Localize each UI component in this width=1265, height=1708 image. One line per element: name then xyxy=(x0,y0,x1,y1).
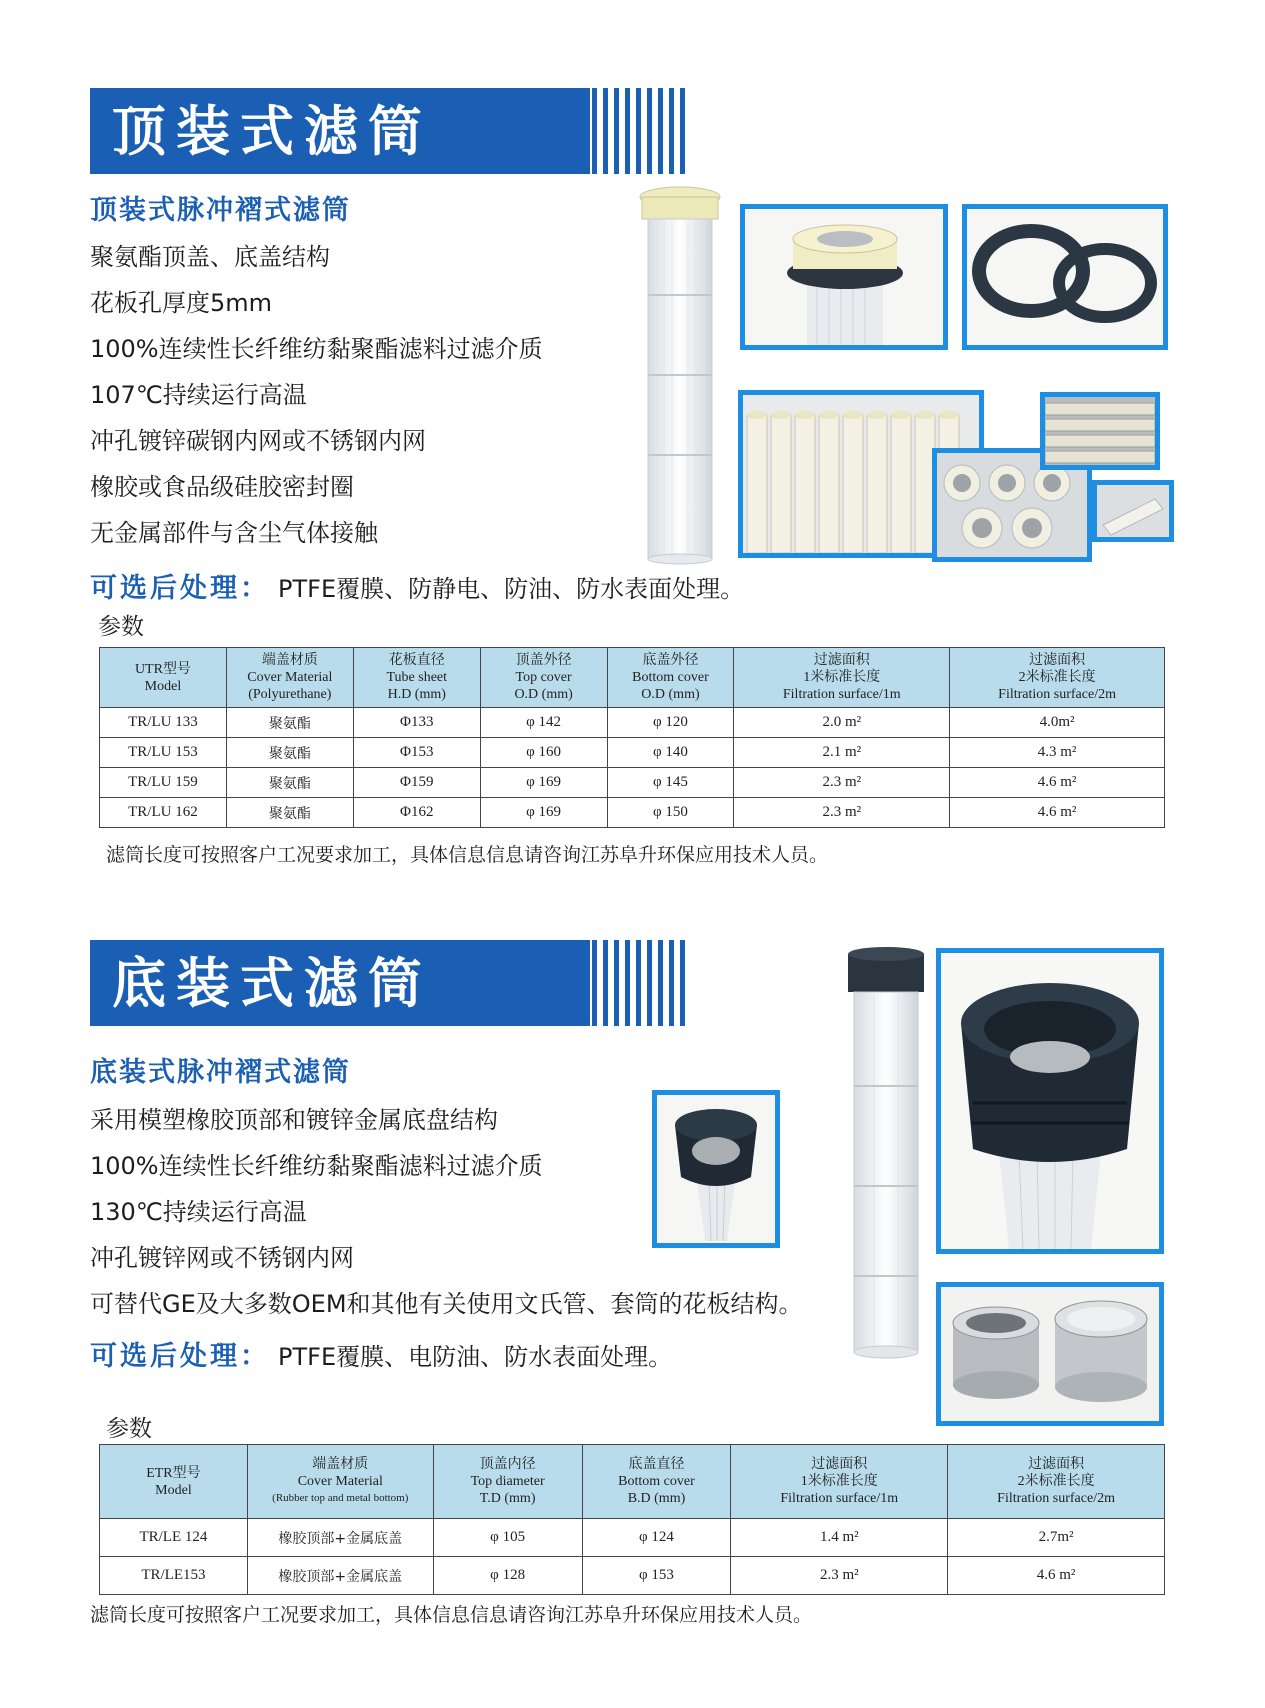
table-cell: φ 105 xyxy=(433,1519,582,1557)
table-cell: φ 140 xyxy=(607,738,734,768)
table-cell: 4.6 m² xyxy=(950,798,1165,828)
table-row xyxy=(100,738,1165,768)
table-cell: 聚氨酯 xyxy=(226,708,353,738)
section1-feature: 100%连续性长纤维纺黏聚酯滤料过滤介质 xyxy=(90,335,543,363)
table-cell: φ 142 xyxy=(480,708,607,738)
section2-feature: 100%连续性长纤维纺黏聚酯滤料过滤介质 xyxy=(90,1152,543,1180)
table-cell: 2.1 m² xyxy=(734,738,950,768)
table-cell: φ 150 xyxy=(607,798,734,828)
table-header-row xyxy=(100,648,1165,708)
table-row xyxy=(100,708,1165,738)
top-load-filter-cartridge-image xyxy=(638,185,722,565)
section1-optional-label: 可选后处理： xyxy=(90,573,270,604)
section2-feature: 冲孔镀锌网或不锈钢内网 xyxy=(90,1244,354,1272)
filter-detail-image xyxy=(1092,480,1174,542)
section1-feature: 无金属部件与含尘气体接触 xyxy=(90,519,378,547)
section1-banner-stripes xyxy=(592,88,688,174)
table-cell: 2.3 m² xyxy=(734,768,950,798)
table-cell: TR/LU 162 xyxy=(100,798,227,828)
rubber-top-cover-image xyxy=(936,948,1164,1254)
table-cell: 1.4 m² xyxy=(731,1519,948,1557)
section1-banner xyxy=(90,88,590,174)
table-cell: TR/LU 133 xyxy=(100,708,227,738)
section2-feature: 采用模塑橡胶顶部和镀锌金属底盘结构 xyxy=(90,1106,498,1134)
table-cell: φ 160 xyxy=(480,738,607,768)
section1-optional-value: PTFE覆膜、防静电、防油、防水表面处理。 xyxy=(278,575,745,603)
section2-banner xyxy=(90,940,590,1026)
table-row xyxy=(100,1519,1165,1557)
section2-feature: 130℃持续运行高温 xyxy=(90,1198,307,1226)
table-cell: TR/LU 159 xyxy=(100,768,227,798)
table-row xyxy=(100,798,1165,828)
table-header: 底盖直径 Bottom cover B.D (mm) xyxy=(582,1445,731,1519)
bottom-load-filter-cartridge-image xyxy=(846,946,926,1362)
table-cell: 4.6 m² xyxy=(950,768,1165,798)
table-cell: 2.3 m² xyxy=(734,798,950,828)
table-cell: φ 169 xyxy=(480,798,607,828)
table-header: 过滤面积 1米标准长度 Filtration surface/1m xyxy=(731,1445,948,1519)
table-header: 端盖材质 Cover Material (Rubber top and metal bottom) xyxy=(247,1445,433,1519)
table-cell: 2.7m² xyxy=(948,1519,1165,1557)
section1-spec-table xyxy=(99,647,1165,828)
section2-optional-value: PTFE覆膜、电防油、防水表面处理。 xyxy=(278,1343,673,1371)
rubber-top-closeup-image xyxy=(652,1090,780,1248)
section1-note: 滤筒长度可按照客户工况要求加工，具体信息信息请咨询江苏阜升环保应用技术人员。 xyxy=(106,844,829,866)
table-cell: φ 124 xyxy=(582,1519,731,1557)
filter-tubes-image xyxy=(1040,392,1160,470)
table-cell: φ 169 xyxy=(480,768,607,798)
table-cell: φ 153 xyxy=(582,1557,731,1595)
table-header: 端盖材质 Cover Material (Polyurethane) xyxy=(226,648,353,708)
section2-title: 底装式滤筒 xyxy=(112,951,432,1015)
table-cell: φ 128 xyxy=(433,1557,582,1595)
metal-bottom-cap-image xyxy=(936,1282,1164,1426)
section1-params-label: 参数 xyxy=(98,614,144,640)
table-cell: 聚氨酯 xyxy=(226,798,353,828)
table-header: UTR型号 Model xyxy=(100,648,227,708)
section2-optional xyxy=(90,1334,672,1373)
table-row xyxy=(100,1557,1165,1595)
section1-optional xyxy=(90,566,744,605)
section2-note: 滤筒长度可按照客户工况要求加工，具体信息信息请咨询江苏阜升环保应用技术人员。 xyxy=(90,1604,813,1626)
section1-feature: 聚氨酯顶盖、底盖结构 xyxy=(90,243,330,271)
table-cell: 2.0 m² xyxy=(734,708,950,738)
table-header: 过滤面积 2米标准长度 Filtration surface/2m xyxy=(948,1445,1165,1519)
table-cell: TR/LE 124 xyxy=(100,1519,248,1557)
section2-spec-table xyxy=(99,1444,1165,1595)
table-header: 顶盖内径 Top diameter T.D (mm) xyxy=(433,1445,582,1519)
table-header: 顶盖外径 Top cover O.D (mm) xyxy=(480,648,607,708)
table-cell: 4.3 m² xyxy=(950,738,1165,768)
table-cell: 橡胶顶部+金属底盖 xyxy=(247,1557,433,1595)
section2-params-label: 参数 xyxy=(106,1416,152,1442)
table-header-row xyxy=(100,1445,1165,1519)
table-cell: φ 145 xyxy=(607,768,734,798)
section1-feature: 107℃持续运行高温 xyxy=(90,381,307,409)
table-row xyxy=(100,768,1165,798)
table-cell: 4.6 m² xyxy=(948,1557,1165,1595)
section1-feature: 橡胶或食品级硅胶密封圈 xyxy=(90,473,354,501)
table-cell: 2.3 m² xyxy=(731,1557,948,1595)
section1-subtitle: 顶装式脉冲褶式滤筒 xyxy=(90,195,351,226)
table-cell: 橡胶顶部+金属底盖 xyxy=(247,1519,433,1557)
table-header: 过滤面积 1米标准长度 Filtration surface/1m xyxy=(734,648,950,708)
table-header: 过滤面积 2米标准长度 Filtration surface/2m xyxy=(950,648,1165,708)
sealing-rings-image xyxy=(962,204,1168,350)
table-cell: 聚氨酯 xyxy=(226,768,353,798)
section1-title: 顶装式滤筒 xyxy=(112,99,432,163)
section1-feature: 花板孔厚度5mm xyxy=(90,289,273,317)
polyurethane-top-cap-image xyxy=(740,204,948,350)
table-cell: Φ133 xyxy=(353,708,480,738)
section2-subtitle: 底装式脉冲褶式滤筒 xyxy=(90,1057,351,1088)
table-cell: 4.0m² xyxy=(950,708,1165,738)
table-cell: 聚氨酯 xyxy=(226,738,353,768)
section2-feature: 可替代GE及大多数OEM和其他有关使用文氏管、套筒的花板结构。 xyxy=(90,1290,803,1318)
table-header: 底盖外径 Bottom cover O.D (mm) xyxy=(607,648,734,708)
table-cell: Φ153 xyxy=(353,738,480,768)
table-cell: Φ159 xyxy=(353,768,480,798)
table-header: 花板直径 Tube sheet H.D (mm) xyxy=(353,648,480,708)
table-cell: Φ162 xyxy=(353,798,480,828)
section2-banner-stripes xyxy=(592,940,688,1026)
table-header: ETR型号 Model xyxy=(100,1445,248,1519)
section1-feature: 冲孔镀锌碳钢内网或不锈钢内网 xyxy=(90,427,426,455)
table-cell: φ 120 xyxy=(607,708,734,738)
table-cell: TR/LE153 xyxy=(100,1557,248,1595)
section2-optional-label: 可选后处理： xyxy=(90,1341,270,1372)
table-cell: TR/LU 153 xyxy=(100,738,227,768)
